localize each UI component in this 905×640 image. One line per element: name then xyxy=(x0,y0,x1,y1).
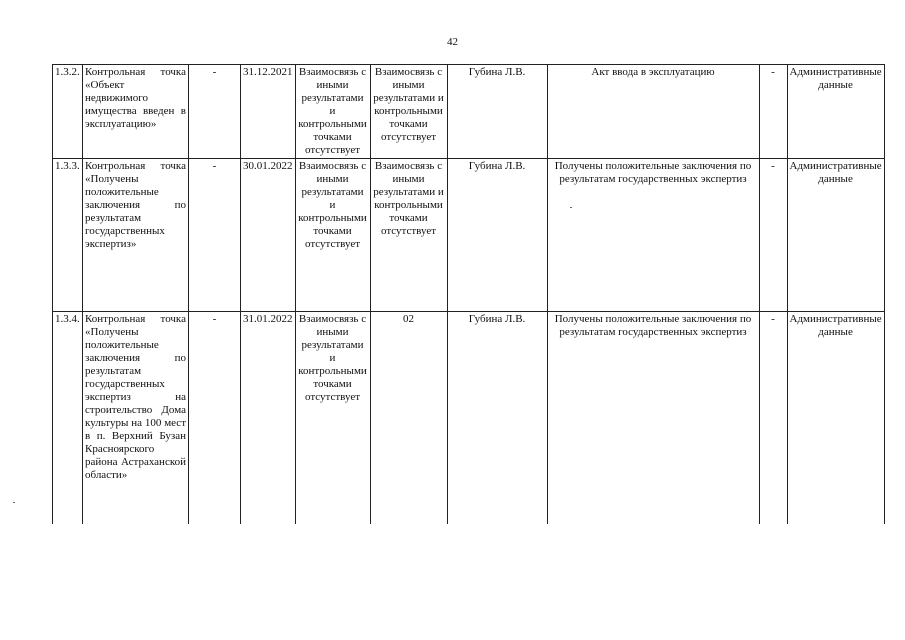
deadline-date: 30.01.2022 xyxy=(241,159,296,312)
control-points-table xyxy=(52,64,885,524)
level-control: - xyxy=(759,159,787,312)
responsible-person: Губина Л.В. xyxy=(447,159,547,312)
row-number: 1.3.3. xyxy=(53,159,83,312)
control-point-name: Контрольная точка «Получены положительные заключения по результатам государственных экспертиз на строительство Дома культуры на 100 мест в п. Верхний Бузан Красноярского района Астраханской области» xyxy=(83,312,189,524)
deadline-date: 31.12.2021 xyxy=(241,65,296,159)
deadline-date: 31.01.2022 xyxy=(241,312,296,524)
relation-previous: Взаимосвязь с иными результатами и контрольными точками отсутствует xyxy=(295,159,370,312)
responsible-person: Губина Л.В. xyxy=(447,65,547,159)
level-control: - xyxy=(759,312,787,524)
relation-next: 02 xyxy=(370,312,447,524)
base-value: - xyxy=(189,159,241,312)
info-source: Административные данные xyxy=(787,65,884,159)
base-value: - xyxy=(189,312,241,524)
responsible-person: Губина Л.В. xyxy=(447,312,547,524)
control-point-name: Контрольная точка «Получены положительные заключения по результатам государственных экспертиз» xyxy=(83,159,189,312)
relation-next: Взаимосвязь с иными результатами и контрольными точками отсутствует xyxy=(370,65,447,159)
info-source: Административные данные xyxy=(787,159,884,312)
confirming-document: Получены положительные заключения по результатам государственных экспертиз xyxy=(547,312,759,524)
scan-speck xyxy=(13,502,15,503)
relation-previous: Взаимосвязь с иными результатами и контрольными точками отсутствует xyxy=(295,312,370,524)
scan-speck xyxy=(570,207,572,208)
row-number: 1.3.2. xyxy=(53,65,83,159)
table-row xyxy=(53,65,885,159)
row-number: 1.3.4. xyxy=(53,312,83,524)
relation-previous: Взаимосвязь с иными результатами и контрольными точками отсутствует xyxy=(295,65,370,159)
relation-next: Взаимосвязь с иными результатами и контрольными точками отсутствует xyxy=(370,159,447,312)
table-row xyxy=(53,159,885,312)
base-value: - xyxy=(189,65,241,159)
info-source: Административные данные xyxy=(787,312,884,524)
control-point-name: Контрольная точка «Объект недвижимого имущества введен в эксплуатацию» xyxy=(83,65,189,159)
level-control: - xyxy=(759,65,787,159)
confirming-document: Акт ввода в эксплуатацию xyxy=(547,65,759,159)
confirming-document: Получены положительные заключения по результатам государственных экспертиз xyxy=(547,159,759,312)
page-number: 42 xyxy=(447,36,458,48)
table-row xyxy=(53,312,885,524)
